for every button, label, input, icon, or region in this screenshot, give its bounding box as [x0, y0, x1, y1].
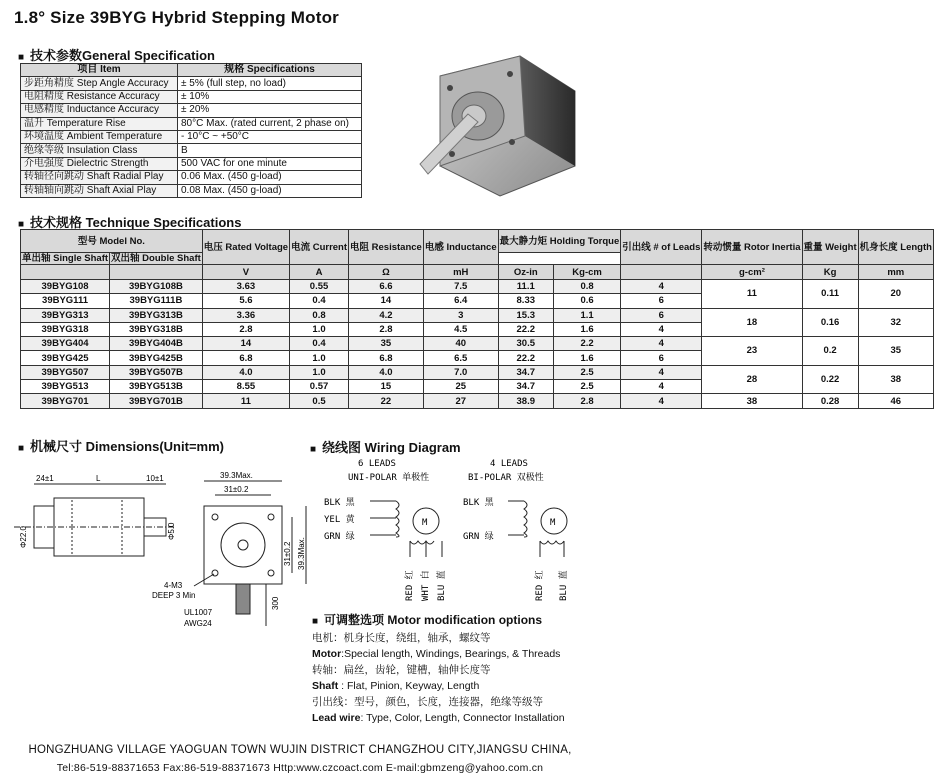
dimensions-title: 机械尺寸 Dimensions(Unit=mm) — [30, 439, 224, 454]
cell-torque-ozin: 34.7 — [498, 365, 553, 379]
cell-leads: 4 — [621, 365, 702, 379]
dim-22: Φ22.0 — [19, 526, 28, 548]
cell-single-shaft: 39BYG318 — [21, 322, 110, 336]
motor-mod-label: Motor — [312, 648, 342, 660]
general-spec-row — [21, 90, 362, 103]
cell-resistance: 2.8 — [349, 322, 424, 336]
lead-mod-cn: 引出线：型号，颜色，长度，连接器，绝缘等级等 — [312, 696, 543, 708]
dim-39-side: 39.3Max. — [297, 537, 306, 570]
cell-double-shaft: 39BYG701B — [110, 394, 203, 408]
technique-row — [21, 337, 934, 351]
col-voltage: 电压 Rated Voltage — [202, 230, 289, 265]
cable-spec-1: UL1007 — [184, 608, 213, 617]
cell-torque-ozin: 11.1 — [498, 280, 553, 294]
general-spec-heading — [18, 45, 215, 64]
dim-m3: 4-M3 — [164, 581, 183, 590]
dim-31-side: 31±0.2 — [283, 541, 292, 566]
general-spec-title: 技术参数General Specification — [30, 48, 215, 63]
cell-inductance: 25 — [423, 380, 498, 394]
cell-current: 0.4 — [290, 337, 349, 351]
cell-length: 38 — [858, 365, 933, 394]
unit-ozin: Oz-in — [498, 265, 553, 280]
cell-double-shaft: 39BYG507B — [110, 365, 203, 379]
bullet-icon: ■ — [310, 444, 317, 455]
spec-item: 介电强度 Dielectric Strength — [21, 157, 178, 170]
wiring-heading — [310, 437, 461, 456]
cell-torque-ozin: 22.2 — [498, 322, 553, 336]
motor-symbol-6: M — [422, 518, 428, 528]
technique-row — [21, 308, 934, 322]
cell-inertia: 18 — [702, 308, 802, 337]
lead-mod-text: : Type, Color, Length, Connector Installation — [360, 712, 565, 724]
general-spec-row — [21, 157, 362, 170]
cell-voltage: 3.63 — [202, 280, 289, 294]
lead-blk: BLK 黑 — [324, 498, 355, 508]
col-leads: 引出线 # of Leads — [621, 230, 702, 265]
cell-single-shaft: 39BYG701 — [21, 394, 110, 408]
technique-row — [21, 365, 934, 379]
motor-photo — [400, 46, 590, 216]
unit-ohm: Ω — [349, 265, 424, 280]
cell-voltage: 2.8 — [202, 322, 289, 336]
spec-item: 转轴径向跳动 Shaft Radial Play — [21, 171, 178, 184]
unipolar-label: UNI-POLAR 单极性 — [348, 473, 430, 483]
lead-blu-4: BLU 蓝 — [559, 570, 569, 601]
cell-torque-kgcm: 0.8 — [553, 280, 620, 294]
four-leads-label: 4 LEADS — [490, 459, 528, 469]
cell-voltage: 5.6 — [202, 294, 289, 308]
cell-weight: 0.28 — [802, 394, 858, 408]
cell-voltage: 3.36 — [202, 308, 289, 322]
motor-mod-cn: 电机：机身长度，绕组，轴承，螺纹等 — [312, 632, 491, 644]
lead-blk-4: BLK 黑 — [463, 498, 494, 508]
cell-resistance: 22 — [349, 394, 424, 408]
cell-leads: 6 — [621, 294, 702, 308]
shaft-mod-text: : Flat, Pinion, Keyway, Length — [338, 680, 480, 692]
cell-single-shaft: 39BYG313 — [21, 308, 110, 322]
lead-grn: GRN 绿 — [324, 532, 355, 542]
cell-length: 32 — [858, 308, 933, 337]
cell-double-shaft: 39BYG425B — [110, 351, 203, 365]
col-item: 项目 Item — [21, 64, 178, 77]
col-current: 电流 Current — [290, 230, 349, 265]
col-resistance: 电阻 Resistance — [349, 230, 424, 265]
col-inertia: 转动惯量 Rotor Inertia — [702, 230, 802, 265]
cell-leads: 6 — [621, 351, 702, 365]
cell-leads: 4 — [621, 337, 702, 351]
cell-inertia: 11 — [702, 280, 802, 309]
unit-gcm: g-cm² — [702, 265, 802, 280]
lead-mod-en — [312, 710, 597, 726]
cell-single-shaft: 39BYG404 — [21, 337, 110, 351]
cell-voltage: 4.0 — [202, 365, 289, 379]
shaft-mod-cn: 转轴：扁丝，齿轮，键槽，轴伸长度等 — [312, 664, 491, 676]
cell-current: 0.5 — [290, 394, 349, 408]
motor-mod-text: :Special length, Windings, Bearings, & Threads — [341, 648, 561, 660]
dim-10: 10±1 — [146, 474, 164, 483]
spec-value: 0.08 Max. (450 g-load) — [178, 184, 362, 197]
technique-row — [21, 280, 934, 294]
cell-inertia: 23 — [702, 337, 802, 366]
cell-single-shaft: 39BYG108 — [21, 280, 110, 294]
bullet-icon: ■ — [18, 52, 25, 63]
cell-torque-ozin: 8.33 — [498, 294, 553, 308]
cell-leads: 6 — [621, 308, 702, 322]
bullet-icon: ■ — [312, 616, 319, 627]
cell-inertia: 38 — [702, 394, 802, 408]
lead-red: RED 红 — [405, 570, 415, 601]
cell-torque-kgcm: 1.6 — [553, 322, 620, 336]
lead-red-4: RED 红 — [535, 570, 545, 601]
col-double-shaft: 双出轴 Double Shaft — [111, 253, 201, 264]
cell-weight: 0.22 — [802, 365, 858, 394]
col-length: 机身长度 Length — [858, 230, 933, 265]
cell-torque-kgcm: 0.6 — [553, 294, 620, 308]
dim-deep: DEEP 3 Min — [152, 591, 196, 600]
spec-value: - 10°C ~ +50°C — [178, 130, 362, 143]
col-spec: 规格 Specifications — [178, 64, 362, 77]
general-spec-row — [21, 144, 362, 157]
cell-voltage: 14 — [202, 337, 289, 351]
cell-resistance: 4.2 — [349, 308, 424, 322]
spec-item: 温升 Temperature Rise — [21, 117, 178, 130]
cell-resistance: 35 — [349, 337, 424, 351]
modification-options — [312, 612, 597, 726]
shaft-mod-en — [312, 678, 597, 694]
cell-resistance: 14 — [349, 294, 424, 308]
cell-resistance: 4.0 — [349, 365, 424, 379]
cell-weight: 0.11 — [802, 280, 858, 309]
spec-value: ± 5% (full step, no load) — [178, 77, 362, 90]
cell-current: 0.55 — [290, 280, 349, 294]
cell-inductance: 3 — [423, 308, 498, 322]
bullet-icon: ■ — [18, 219, 25, 230]
cell-double-shaft: 39BYG313B — [110, 308, 203, 322]
motor-mod-en — [312, 646, 597, 662]
general-spec-row — [21, 77, 362, 90]
general-spec-row — [21, 117, 362, 130]
general-spec-row — [21, 104, 362, 117]
cell-single-shaft: 39BYG111 — [21, 294, 110, 308]
spec-item: 步距角精度 Step Angle Accuracy — [21, 77, 178, 90]
cell-torque-kgcm: 2.8 — [553, 394, 620, 408]
technique-spec-table — [20, 229, 934, 409]
spec-value: ± 20% — [178, 104, 362, 117]
unit-mm: mm — [858, 265, 933, 280]
shaft-mod-label: Shaft — [312, 680, 339, 692]
cell-length: 20 — [858, 280, 933, 309]
dim-300: 300 — [271, 596, 280, 610]
cell-current: 0.8 — [290, 308, 349, 322]
lead-grn-4: GRN 绿 — [463, 532, 494, 542]
general-spec-table — [20, 63, 362, 198]
dim-24: 24±1 — [36, 474, 54, 483]
footer-contact: Tel:86-519-88371653 Fax:86-519-88371673 Http:www.czcoact.com E-mail:gbmzeng@yahoo.com.cn — [56, 762, 544, 774]
cell-torque-ozin: 15.3 — [498, 308, 553, 322]
col-model: 型号 Model No. — [21, 230, 203, 253]
cell-torque-ozin: 38.9 — [498, 394, 553, 408]
technique-row — [21, 394, 934, 408]
cell-single-shaft: 39BYG425 — [21, 351, 110, 365]
modifications-title: 可调整选项 Motor modification options — [324, 613, 543, 627]
cell-length: 35 — [858, 337, 933, 366]
wiring-title: 绕线图 Wiring Diagram — [322, 440, 461, 455]
col-weight: 重量 Weight — [802, 230, 858, 265]
cell-torque-kgcm: 1.1 — [553, 308, 620, 322]
cell-double-shaft: 39BYG318B — [110, 322, 203, 336]
footer-address: HONGZHUANG VILLAGE YAOGUAN TOWN WUJIN DISTRICT CHANGZHOU CITY,JIANGSU CHINA, — [28, 744, 572, 756]
cell-voltage: 8.55 — [202, 380, 289, 394]
cell-inductance: 40 — [423, 337, 498, 351]
cell-double-shaft: 39BYG404B — [110, 337, 203, 351]
cell-inductance: 6.5 — [423, 351, 498, 365]
cell-single-shaft: 39BYG507 — [21, 365, 110, 379]
spec-item: 环境温度 Ambient Temperature — [21, 130, 178, 143]
unit-v: V — [202, 265, 289, 280]
cell-weight: 0.2 — [802, 337, 858, 366]
unit-kgcm: Kg-cm — [553, 265, 620, 280]
cell-current: 1.0 — [290, 322, 349, 336]
cell-inductance: 6.4 — [423, 294, 498, 308]
cell-current: 1.0 — [290, 351, 349, 365]
general-spec-row — [21, 130, 362, 143]
cell-double-shaft: 39BYG513B — [110, 380, 203, 394]
cell-leads: 4 — [621, 394, 702, 408]
cell-torque-ozin: 34.7 — [498, 380, 553, 394]
spec-value: 500 VAC for one minute — [178, 157, 362, 170]
cell-inductance: 7.0 — [423, 365, 498, 379]
cell-voltage: 6.8 — [202, 351, 289, 365]
lead-wht: WHT 白 — [421, 570, 431, 601]
spec-item: 电感精度 Inductance Accuracy — [21, 104, 178, 117]
bipolar-label: BI-POLAR 双极性 — [468, 473, 544, 483]
cell-torque-kgcm: 2.2 — [553, 337, 620, 351]
cell-current: 0.57 — [290, 380, 349, 394]
dim-L: L — [96, 474, 101, 483]
cell-inductance: 7.5 — [423, 280, 498, 294]
cell-leads: 4 — [621, 380, 702, 394]
cell-resistance: 15 — [349, 380, 424, 394]
cell-current: 0.4 — [290, 294, 349, 308]
bullet-icon: ■ — [18, 443, 25, 454]
general-spec-row — [21, 171, 362, 184]
col-inductance: 电感 Inductance — [423, 230, 498, 265]
cell-leads: 4 — [621, 322, 702, 336]
cell-voltage: 11 — [202, 394, 289, 408]
spec-item: 电阻精度 Resistance Accuracy — [21, 90, 178, 103]
cell-length: 46 — [858, 394, 933, 408]
cell-torque-ozin: 22.2 — [498, 351, 553, 365]
six-leads-label: 6 LEADS — [358, 459, 396, 469]
cell-current: 1.0 — [290, 365, 349, 379]
cell-torque-kgcm: 1.6 — [553, 351, 620, 365]
unit-mh: mH — [423, 265, 498, 280]
cell-inductance: 4.5 — [423, 322, 498, 336]
page-title: 1.8° Size 39BYG Hybrid Stepping Motor — [14, 8, 339, 27]
spec-value: ± 10% — [178, 90, 362, 103]
spec-value: 0.06 Max. (450 g-load) — [178, 171, 362, 184]
cell-inductance: 27 — [423, 394, 498, 408]
lead-yel: YEL 黄 — [324, 515, 355, 525]
lead-blu: BLU 蓝 — [437, 570, 447, 601]
cell-torque-kgcm: 2.5 — [553, 365, 620, 379]
cell-resistance: 6.6 — [349, 280, 424, 294]
lead-mod-label: Lead wire — [312, 712, 361, 724]
unit-a: A — [290, 265, 349, 280]
cell-resistance: 6.8 — [349, 351, 424, 365]
modifications-heading — [312, 612, 597, 630]
cell-double-shaft: 39BYG108B — [110, 280, 203, 294]
dim-5: Φ5.0 — [167, 522, 176, 540]
cell-single-shaft: 39BYG513 — [21, 380, 110, 394]
dim-31-top: 31±0.2 — [224, 485, 249, 494]
cell-torque-kgcm: 2.5 — [553, 380, 620, 394]
cable-spec-2: AWG24 — [184, 619, 212, 628]
spec-item: 转轴轴向跳动 Shaft Axial Play — [21, 184, 178, 197]
spec-item: 绝缘等级 Insulation Class — [21, 144, 178, 157]
spec-value: B — [178, 144, 362, 157]
technique-spec-title: 技术规格 Technique Specifications — [30, 215, 242, 230]
dimension-drawing — [14, 448, 314, 638]
col-single-shaft: 单出轴 Single Shaft — [22, 253, 109, 264]
spec-value: 80°C Max. (rated current, 2 phase on) — [178, 117, 362, 130]
cell-weight: 0.16 — [802, 308, 858, 337]
motor-symbol-4: M — [550, 518, 556, 528]
general-spec-row — [21, 184, 362, 197]
wiring-diagram — [318, 455, 588, 605]
col-torque: 最大静力矩 Holding Torque — [498, 230, 621, 253]
cell-inertia: 28 — [702, 365, 802, 394]
cell-double-shaft: 39BYG111B — [110, 294, 203, 308]
unit-kg: Kg — [802, 265, 858, 280]
dim-39-top: 39.3Max. — [220, 471, 253, 480]
cell-leads: 4 — [621, 280, 702, 294]
cell-torque-ozin: 30.5 — [498, 337, 553, 351]
